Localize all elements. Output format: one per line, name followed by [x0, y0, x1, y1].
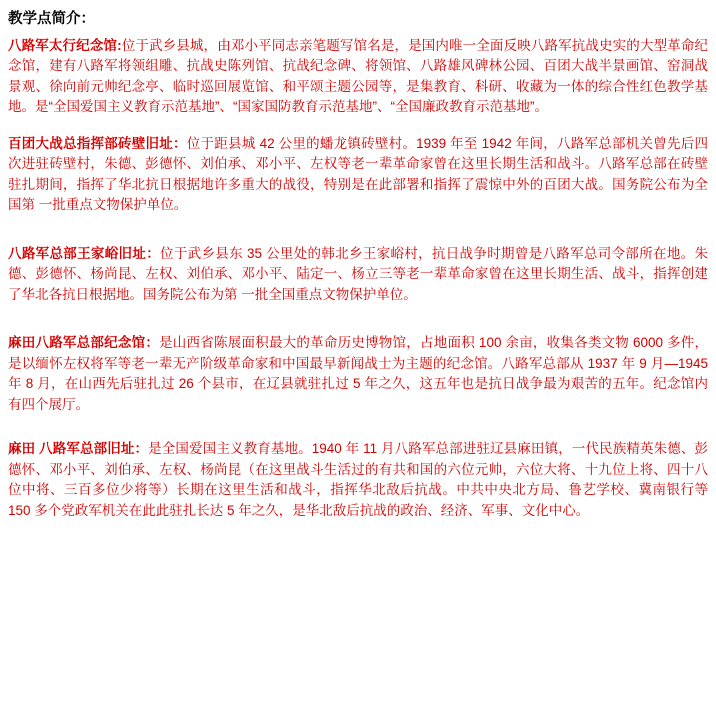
entry-taihang-memorial: [8, 36, 708, 118]
entry-text: 是全国爱国主义教育基地。1940 年 11 月八路军总部进驻辽县麻田镇，一代民族精英朱德、彭德怀、邓小平、刘伯承、左权、杨尚昆（在这里战斗生活过的有共和国的六位元帅，六位大将、十九位上将、四十八位中将、三百多位少将等）长期在这里生活和战斗，指挥华北敌后抗战。中共中央北方局、鲁艺学校、冀南银行等 150 多个党政军机关在此此驻扎长达 5 年之久，是华北敌后抗战的政治、经济、军事、文化中心。: [8, 441, 708, 518]
page-title: 教学点简介：: [8, 11, 95, 27]
entry-title: 麻田 八路军总部旧址：: [8, 441, 149, 457]
entry-text: 位于武乡县城，由邓小平同志亲笔题写馆名是，是国内唯一全面反映八路军抗战史实的大型革命纪念馆，建有八路军将领组雕、抗战史陈列馆、抗战纪念碑、将领馆、八路雄风碑林公园、百团大战半景画馆、窑洞战景观、徐向前元帅纪念亭、临时巡回展览馆、和平颂主题公园等，是集教育、科研、收藏为一体的综合性红色教学基地。是“全国爱国主义教育示范基地”、“国家国防教育示范基地”、“全国廉政教育示范基地”。: [8, 37, 708, 115]
entry-matian-hq-site: [8, 439, 708, 521]
entry-text: 位于距县城 42 公里的蟠龙镇砖壁村。1939 年至 1942 年间，八路军总部机关曾先后四次进驻砖壁村，朱德、彭德怀、刘伯承、邓小平、左权等老一辈革命家曾在这里长期生活和战斗。八路军总部在砖壁驻扎期间，指挥了华北抗日根据地许多重大的战役，特别是在此部署和指挥了震惊中外的百团大战。国务院公布为全国第 一批重点文物保护单位。: [8, 135, 708, 213]
entry-text: 是山西省陈展面积最大的革命历史博物馆，占地面积 100 余亩，收集各类文物 6000 多件，是以缅怀左权将军等老一辈无产阶级革命家和中国最早新闻战士为主题的纪念馆。八路军总部从 1937 年 9 月—1945 年 8 月，在山西先后驻扎过 26 个县市，在辽县就驻扎过 5 年之久，这五年也是抗日战争最为艰苦的五年。纪念馆内有四个展厅。: [8, 335, 709, 412]
entry-title: 麻田八路军总部纪念馆：: [8, 335, 160, 351]
entry-title: 八路军总部王家峪旧址：: [8, 245, 161, 261]
entry-title: 八路军太行纪念馆:: [8, 37, 122, 53]
entry-matian-memorial: [8, 333, 708, 415]
entry-title: 百团大战总指挥部砖壁旧址：: [8, 135, 187, 151]
entry-text: 位于武乡县东 35 公里处的韩北乡王家峪村，抗日战争时期曾是八路军总司令部所在地。朱德、彭德怀、杨尚昆、左权、刘伯承、邓小平、陆定一、杨立三等老一辈革命家曾在这里长期生活、战斗，指挥创建了华北各抗日根据地。国务院公布为第 一批全国重点文物保护单位。: [8, 245, 708, 302]
entry-wangjiayu-site: [8, 244, 708, 306]
entry-baituan-zhuanbi-site: [8, 134, 708, 216]
